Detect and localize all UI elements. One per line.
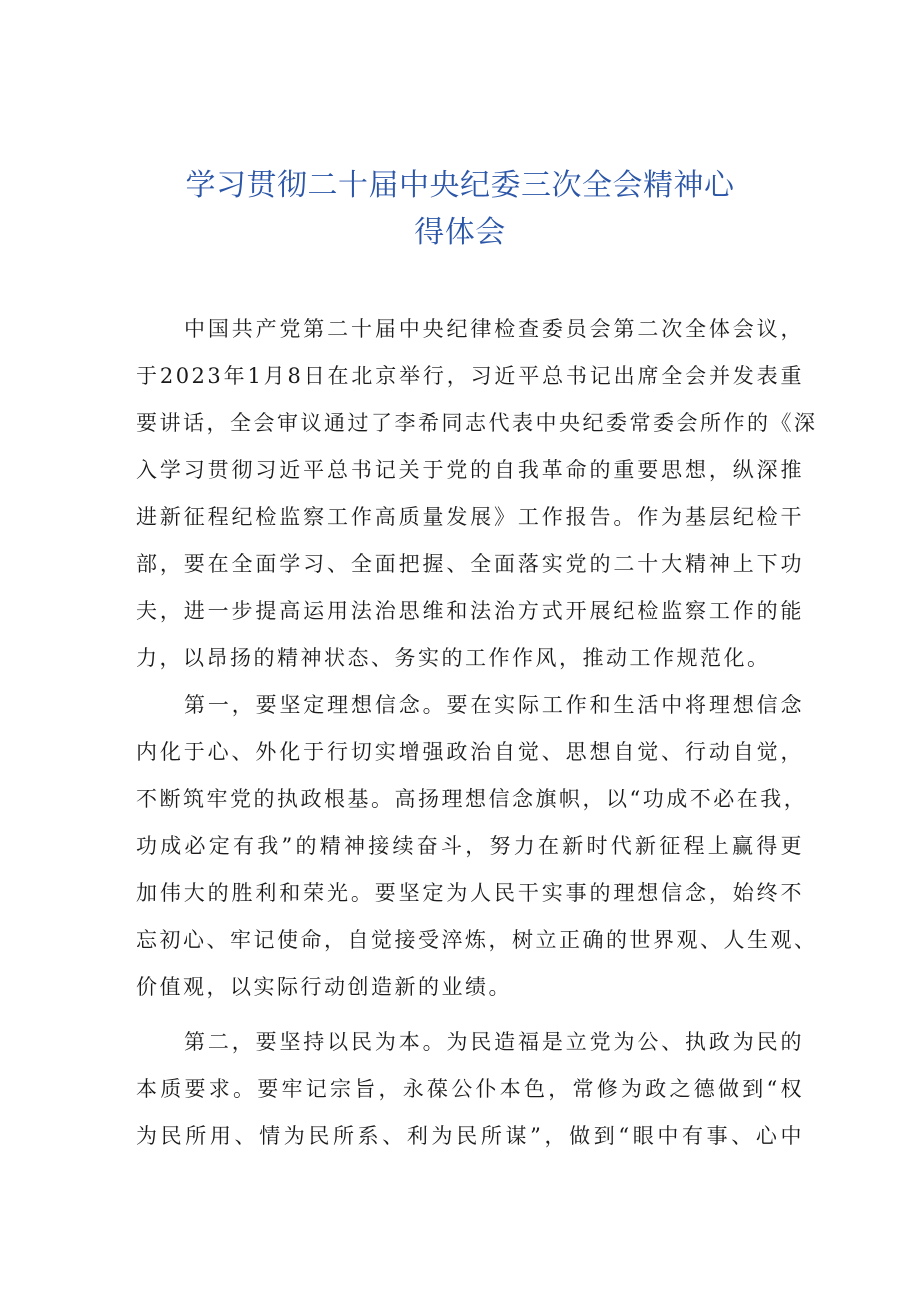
text-line: 第二，要坚持以民为本。为民造福是立党为公、执政为民的 <box>184 1030 804 1054</box>
text-line: 力，以昂扬的精神状态、务实的工作作风，推动工作规范化。 <box>136 646 771 670</box>
document-title <box>140 162 780 256</box>
text-line: 于2023年1月8日在北京举行，习近平总书记出席全会并发表重 <box>136 364 804 388</box>
text-line: 加伟大的胜利和荣光。要坚定为人民干实事的理想信念，始终不 <box>136 881 804 905</box>
text-line: 第一，要坚定理想信念。要在实际工作和生活中将理想信念 <box>184 693 804 717</box>
text-line: 本质要求。要牢记宗旨，永葆公仆本色，常修为政之德做到“权 <box>136 1077 804 1101</box>
text-line: 内化于心、外化于行切实增强政治自觉、思想自觉、行动自觉， <box>136 740 804 764</box>
text-line: 要讲话，全会审议通过了李希同志代表中央纪委常委会所作的《深 <box>136 411 818 435</box>
text-line: 部，要在全面学习、全面把握、全面落实党的二十大精神上下功 <box>136 552 804 576</box>
text-line: 功成必定有我”的精神接续奋斗，努力在新时代新征程上赢得更 <box>136 834 804 858</box>
text-line: 夫，进一步提高运用法治思维和法治方式开展纪检监察工作的能 <box>136 599 804 623</box>
text-line: 中国共产党第二十届中央纪律检查委员会第二次全体会议， <box>184 317 804 341</box>
paragraph-1 <box>136 306 818 682</box>
text-line: 不断筑牢党的执政根基。高扬理想信念旗帜，以“功成不必在我， <box>136 787 808 811</box>
paragraph-2 <box>136 682 818 1011</box>
title-line: 得体会 <box>414 215 506 250</box>
text-line: 入学习贯彻习近平总书记关于党的自我革命的重要思想，纵深推 <box>136 458 804 482</box>
paragraph-3 <box>136 1019 804 1160</box>
text-line: 进新征程纪检监察工作高质量发展》工作报告。作为基层纪检干 <box>136 505 804 529</box>
document-body <box>136 306 818 1160</box>
paragraph-gap <box>136 1011 804 1019</box>
text-line: 忘初心、牢记使命，自觉接受淬炼，树立正确的世界观、人生观、 <box>136 928 818 952</box>
text-line: 价值观，以实际行动创造新的业绩。 <box>136 975 512 999</box>
text-line: 为民所用、情为民所系、利为民所谋”，做到“眼中有事、心中 <box>136 1124 804 1148</box>
title-line: 学习贯彻二十届中央纪委三次全会精神心 <box>185 168 735 203</box>
